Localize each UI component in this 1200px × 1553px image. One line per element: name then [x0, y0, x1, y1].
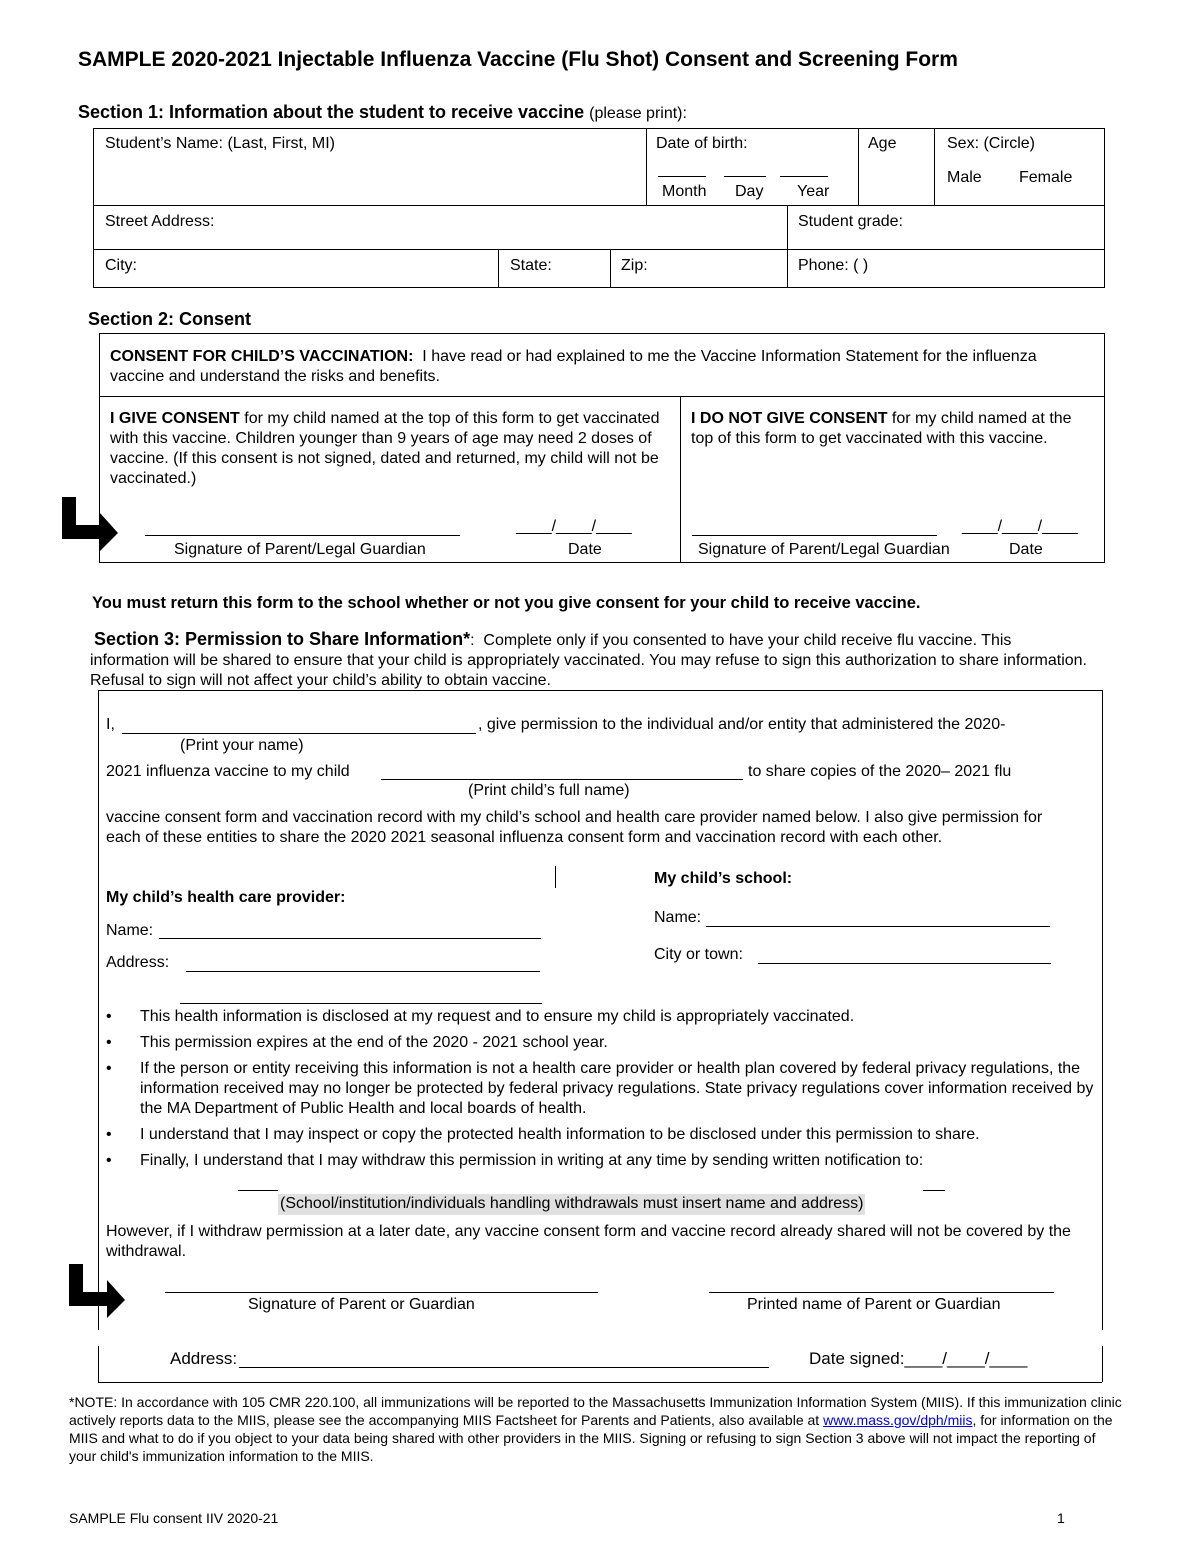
section1-row-divider-2	[93, 249, 1105, 250]
give-consent-date-label: Date	[568, 541, 602, 558]
column-divider-mark	[555, 866, 556, 888]
section1-col-divider-state	[498, 249, 499, 288]
school-name-label: Name:	[654, 909, 702, 926]
print-child-name-label: (Print child’s full name)	[468, 782, 630, 799]
give-consent-signature-line[interactable]	[145, 535, 460, 536]
list-item	[104, 1033, 1094, 1053]
section1-col-divider-zip	[610, 249, 611, 288]
guardian-signature-label: Signature of Parent or Guardian	[248, 1296, 475, 1313]
permission-line1-suffix: , give permission to the individual and/or entity that administered the 2020-	[478, 716, 1006, 733]
not-give-consent-signature-line[interactable]	[692, 535, 937, 536]
street-address-field[interactable]: Street Address:	[105, 213, 215, 230]
withdraw-text: However, if I withdraw permission at a later date, any vaccine consent form and vaccine record already shared will not be covered by the withdrawal.	[106, 1223, 1071, 1260]
give-consent-text	[110, 409, 670, 489]
print-your-name-label: (Print your name)	[180, 737, 304, 754]
list-item-text: If the person or entity receiving this information is not a health care provider or health plan covered by federal privacy regulations, the information received may no longer be protected by federal privacy regulations. State privacy regulations cover information received by the MA Department of Public Health and local boards of health.	[140, 1060, 1094, 1117]
not-give-consent-signature-label: Signature of Parent/Legal Guardian	[698, 541, 950, 558]
not-give-consent-text	[691, 409, 1096, 449]
sex-female-option[interactable]: Female	[1019, 169, 1073, 186]
city-field[interactable]: City:	[105, 257, 137, 274]
provider-address-field-2[interactable]	[180, 1003, 542, 1004]
list-item-text: Finally, I understand that I may withdraw this permission in writing at any time by sending written notification to:	[140, 1152, 924, 1169]
sex-label: Sex: (Circle)	[947, 135, 1036, 152]
dob-month-line[interactable]	[658, 176, 706, 177]
section2-divider	[99, 396, 1105, 397]
dob-month-label: Month	[662, 183, 707, 200]
not-give-consent-date-label: Date	[1009, 541, 1043, 558]
arrow-right-icon	[67, 1264, 127, 1318]
section3-intro	[90, 629, 1090, 691]
section2-col-divider	[680, 396, 681, 563]
give-consent-head: I GIVE CONSENT	[110, 410, 240, 427]
guardian-printed-name-line[interactable]	[709, 1292, 1054, 1293]
miis-note-text-end: , for information on the MIIS and what to do if you object to your data being shared with other providers in the MIIS. Signing or refusing to sign Section 3 above will not impact the reporting of your child's immunization information to the MIIS.	[69, 1412, 1113, 1464]
withdraw-address-line-left[interactable]	[238, 1190, 278, 1191]
state-field[interactable]: State:	[510, 257, 552, 274]
section3-box-left	[98, 690, 99, 1330]
not-give-consent-body: for my child named at the top of this form to get vaccinated with this vaccine.	[691, 410, 1072, 447]
provider-heading: My child’s health care provider:	[106, 889, 346, 906]
consent-statement	[110, 347, 1095, 387]
section1-row-divider-1	[93, 205, 1105, 206]
permission-line2-prefix: 2021 influenza vaccine to my child	[106, 763, 350, 780]
miis-note	[69, 1393, 1125, 1465]
section1-col-divider-grade	[787, 205, 788, 288]
bullet-icon: •	[106, 1008, 112, 1025]
not-give-consent-date-field[interactable]: ____/____/____	[962, 518, 1078, 535]
permission-line2-suffix: to share copies of the 2020– 2021 flu	[748, 763, 1012, 780]
give-consent-date-field[interactable]: ____/____/____	[516, 518, 632, 535]
withdraw-note: (School/institution/individuals handling withdrawals must insert name and address)	[278, 1194, 865, 1215]
bullet-icon: •	[106, 1060, 112, 1077]
student-name-field[interactable]: Student’s Name: (Last, First, MI)	[105, 135, 335, 152]
page-number: 1	[1057, 1510, 1065, 1526]
section3-address-left	[98, 1346, 99, 1382]
give-consent-signature-label: Signature of Parent/Legal Guardian	[174, 541, 426, 558]
section3-heading: Section 3: Permission to Share Information*	[94, 629, 471, 649]
not-give-consent-head: I DO NOT GIVE CONSENT	[691, 410, 888, 427]
section3-box-right	[1102, 690, 1103, 1330]
dob-day-line[interactable]	[724, 176, 766, 177]
dob-year-label: Year	[797, 183, 830, 200]
section3-box-bottom	[98, 1382, 1102, 1383]
print-child-name-line[interactable]	[381, 779, 743, 780]
permission-line3: vaccine consent form and vaccination record with my child’s school and health care provider named below. I also give permission for each of these entities to share the 2020 2021 seasonal influenza consent form and vaccination record with each other.	[106, 809, 1043, 846]
section2-heading: Section 2: Consent	[88, 309, 252, 329]
withdraw-address-line-right[interactable]	[923, 1190, 945, 1191]
arrow-right-icon	[60, 497, 120, 551]
bullet-icon: •	[106, 1034, 112, 1051]
section1-heading-note: (please print):	[589, 105, 687, 122]
section1-col-divider-age	[858, 128, 859, 205]
section1-col-divider-dob	[646, 128, 647, 205]
return-notice: You must return this form to the school whether or not you give consent for your child to receive vaccine.	[92, 594, 921, 612]
consent-statement-head: CONSENT FOR CHILD’S VACCINATION:	[110, 348, 414, 365]
list-item-text: This permission expires at the end of the 2020 - 2021 school year.	[140, 1034, 608, 1051]
phone-field[interactable]: Phone: ( )	[798, 257, 869, 274]
list-item	[104, 1059, 1094, 1119]
date-signed-field[interactable]: Date signed:____/____/____	[809, 1349, 1028, 1368]
page-title: SAMPLE 2020-2021 Injectable Influenza Vaccine (Flu Shot) Consent and Screening Form	[78, 48, 958, 71]
miis-note-text: *NOTE: In accordance with 105 CMR 220.100, all immunizations will be reported to the Massachusetts Immunization Information System (MIIS). If this immunization clinic actively reports data to the MIIS, please see the accompanying MIIS Factsheet for Parents and Patients, also available at	[69, 1394, 1122, 1428]
dob-label: Date of birth:	[656, 135, 748, 152]
section3-heading-colon: :	[470, 632, 475, 649]
give-consent-body: for my child named at the top of this form to get vaccinated with this vaccine. Children younger than 9 years of age may need 2 doses of vaccine. (If this consent is not signed, dated and returned, my child will not be vaccinated.)	[110, 410, 660, 487]
permission-line1-prefix: I,	[106, 716, 115, 733]
section3-address-right	[1102, 1346, 1103, 1382]
miis-link[interactable]: www.mass.gov/dph/miis	[823, 1412, 973, 1428]
school-city-field[interactable]	[758, 963, 1051, 964]
section1-col-divider-sex	[934, 128, 935, 205]
list-item	[104, 1151, 1094, 1171]
guardian-address-field[interactable]	[239, 1367, 769, 1368]
dob-day-label: Day	[735, 183, 764, 200]
consent-statement-text: I have read or had explained to me the Vaccine Information Statement for the influenza vaccine and understand the risks and benefits.	[110, 348, 1037, 385]
bullet-icon: •	[106, 1126, 112, 1143]
list-item-text: This health information is disclosed at my request and to ensure my child is appropriately vaccinated.	[140, 1008, 855, 1025]
footer-label: SAMPLE Flu consent IIV 2020-21	[69, 1510, 279, 1526]
school-city-label: City or town:	[654, 946, 743, 963]
guardian-signature-line[interactable]	[165, 1292, 598, 1293]
age-field[interactable]: Age	[868, 135, 897, 152]
school-name-field[interactable]	[706, 926, 1050, 927]
guardian-printed-name-label: Printed name of Parent or Guardian	[747, 1296, 1001, 1313]
section1-heading-text: Section 1: Information about the student to receive vaccine	[78, 102, 585, 122]
list-item	[104, 1007, 1094, 1027]
sex-male-option[interactable]: Male	[947, 169, 982, 186]
student-grade-field[interactable]: Student grade:	[798, 213, 903, 230]
provider-address-field[interactable]	[186, 971, 540, 972]
provider-name-field[interactable]	[159, 938, 541, 939]
bullet-icon: •	[106, 1152, 112, 1169]
permission-terms-list	[104, 1007, 1094, 1177]
provider-address-label: Address:	[106, 954, 170, 971]
section3-intro-text: Complete only if you consented to have your child receive flu vaccine. This information will be shared to ensure that your child is appropriately vaccinated. You may refuse to sign this authorization to share information. Refusal to sign will not affect your child’s ability to obtain vaccine.	[90, 632, 1087, 689]
dob-year-line[interactable]	[780, 176, 828, 177]
provider-name-label: Name:	[106, 922, 154, 939]
section1-heading	[78, 101, 687, 125]
print-your-name-line[interactable]	[122, 733, 476, 734]
list-item-text: I understand that I may inspect or copy the protected health information to be disclosed under this permission to share.	[140, 1126, 980, 1143]
guardian-address-label: Address:	[170, 1349, 238, 1368]
school-heading: My child’s school:	[654, 870, 793, 887]
section3-box-top	[98, 690, 1102, 691]
list-item	[104, 1125, 1094, 1145]
zip-field[interactable]: Zip:	[621, 257, 648, 274]
